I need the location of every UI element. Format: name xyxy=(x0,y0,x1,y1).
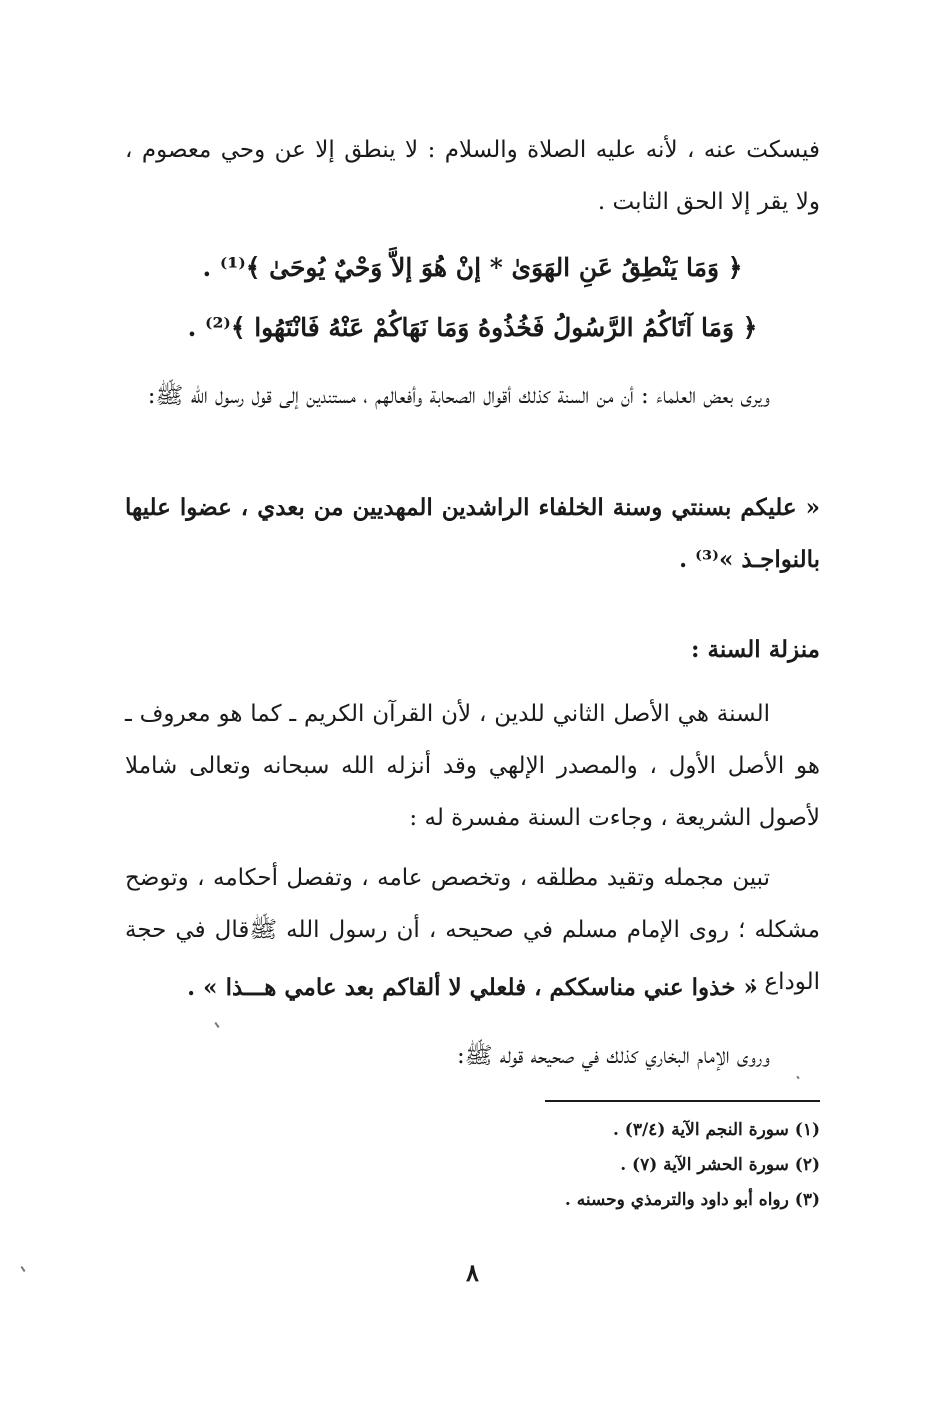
scan-speck xyxy=(214,1022,219,1028)
footnote-divider xyxy=(545,1100,820,1102)
paragraph-clarification: تبين مجمله وتقيد مطلقه ، وتخصص عامه ، وتفصل أحكامه ، وتوضح مشكله ؛ روى الإمام مسلم في صحيحه ، أن رسول الله ﷺقال في حجة الوداع : xyxy=(125,865,820,995)
quran-verse-najm: ﴿ وَمَا يَنْطِقُ عَنِ الهَوَىٰ * إنْ هُوَ إلاَّ وَحْيٌ يُوحَىٰ ﴾⁽¹⁾ . xyxy=(202,253,743,282)
quran-verse-hashr: ﴿ وَمَا آتَاكُمُ الرَّسُولُ فَخُذُوهُ وَمَا نَهَاكُمْ عَنْهُ فَانْتَهُوا ﴾⁽²⁾ . xyxy=(187,313,758,342)
paragraph-silence: فيسكت عنه ، لأنه عليه الصلاة والسلام : لا ينطق إلا عن وحي معصوم ، ولا يقر إلا الحق الثابت . xyxy=(125,137,820,215)
hadith-sunnah-caliphs: « عليكم بسنتي وسنة الخلفاء الراشدين المهديين من بعدي ، عضوا عليها بالنواجـذ »⁽³⁾ . xyxy=(125,494,820,573)
paragraph-status-of-sunnah: السنة هي الأصل الثاني للدين ، لأن القرآن الكريم ـ كما هو معروف ـ هو الأصل الأول ، والمصدر الإلهي وقد أنزله الله سبحانه وتعالى شاملا لأصول الشريعة ، وجاءت السنة مفسرة له : xyxy=(125,701,820,831)
section-heading: منزلة السنة : xyxy=(691,636,820,663)
footnote-2: (٢) سورة الحشر الآية (٧) . xyxy=(620,1155,820,1175)
footnote-1: (١) سورة النجم الآية (٣/٤) . xyxy=(612,1120,820,1140)
paragraph-scholars: ويرى بعض العلماء : أن من السنة كذلك أقوال الصحابة وأفعالهم ، مستندين إلى قول رسول الله ﷺ: xyxy=(147,383,770,409)
paragraph-bukhari: وروى الإمام البخاري كذلك في صحيحه قوله ﷺ: xyxy=(456,1043,770,1069)
hadith-rituals: « خذوا عني مناسككم ، فلعلي لا ألقاكم بعد عامي هـــذا » . xyxy=(187,974,758,1001)
footnote-3: (٣) رواه أبو داود والترمذي وحسنه . xyxy=(564,1190,820,1210)
page-number: ٨ xyxy=(466,1258,479,1287)
